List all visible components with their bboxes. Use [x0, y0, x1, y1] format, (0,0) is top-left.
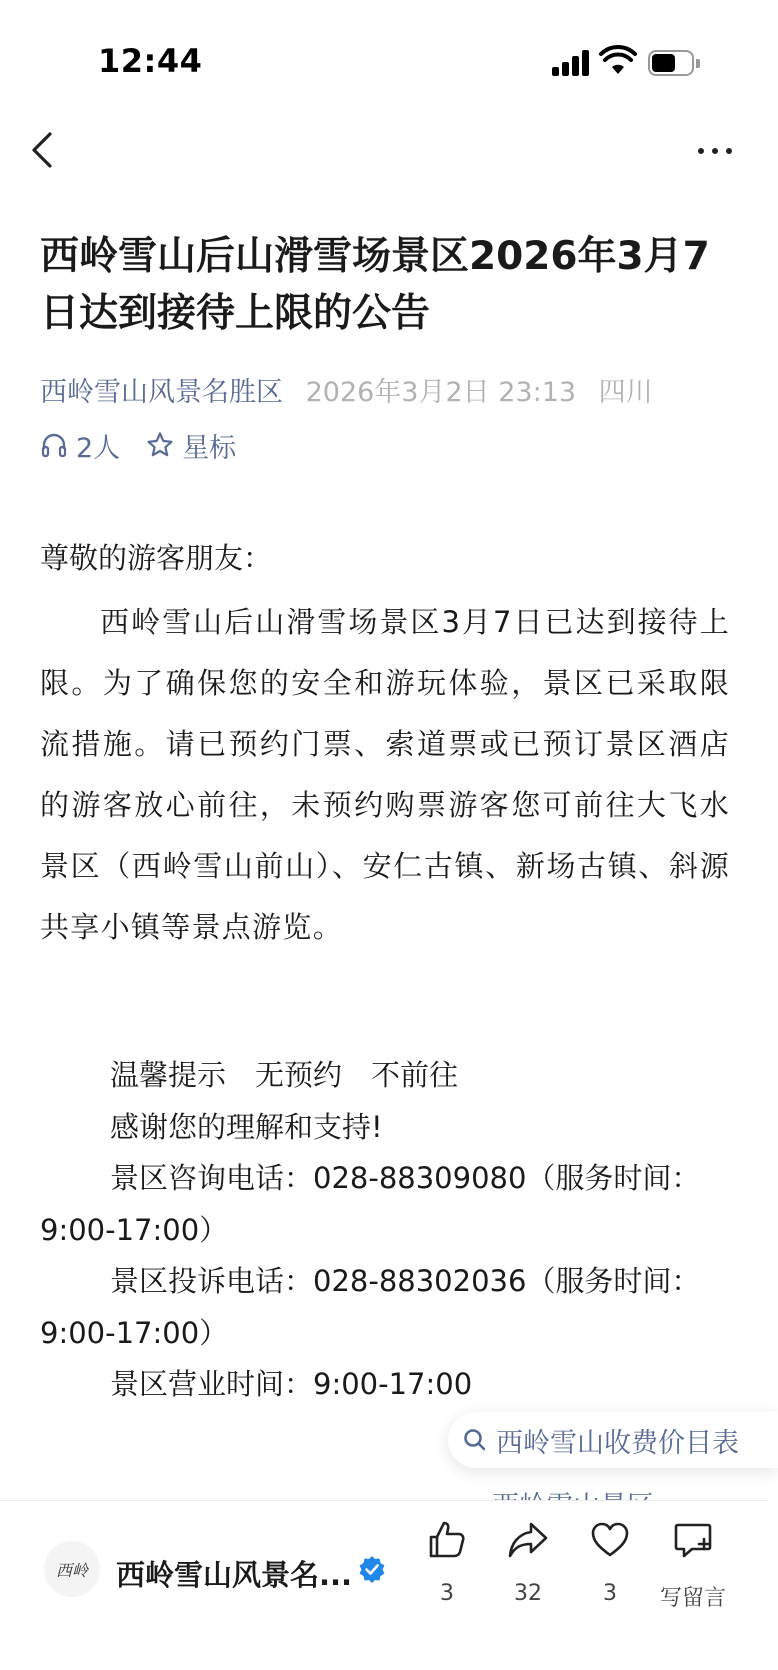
tip-line: 感谢您的理解和支持! [110, 1109, 383, 1144]
search-suggestion-chip[interactable] [448, 1412, 778, 1468]
chevron-left-icon [22, 128, 66, 172]
nav-bar [0, 110, 768, 190]
account-name[interactable]: 西岭雪山风景名... [116, 1558, 353, 1592]
listener-count[interactable]: 2人 [76, 432, 121, 464]
status-bar [0, 0, 768, 100]
body-paragraph: 西岭雪山后山滑雪场景区3月7日已达到接待上限。为了确保您的安全和游玩体验，景区已采取限流措施。请已预约门票、索道票或已预订景区酒店的游客放心前往，未预约购票游客您可前往大飞水景区（西岭雪山前山）、安仁古镇、新场古镇、斜源共享小镇等景点游览。 [40, 605, 730, 944]
more-button[interactable] [690, 128, 740, 172]
share-count: 32 [514, 1581, 542, 1606]
headphones-icon [40, 431, 68, 459]
tips-section [40, 1050, 730, 1411]
author-link[interactable]: 西岭雪山风景名胜区 [40, 377, 283, 408]
share-arrow-icon [507, 1519, 549, 1561]
star-button[interactable]: 星标 [182, 432, 237, 464]
like-button[interactable] [405, 1519, 489, 1629]
account-logo-text: 西岭 [55, 1560, 88, 1580]
more-dots-icon [698, 148, 704, 154]
battery-icon [648, 50, 700, 76]
greeting-text: 尊敬的游客朋友： [40, 541, 273, 575]
thumbs-up-icon [426, 1519, 468, 1561]
account-avatar[interactable] [44, 1541, 100, 1597]
meta-row [40, 370, 740, 409]
tip-line: 景区投诉电话：028-88302036（服务时间：9:00-17:00） [40, 1264, 701, 1350]
favorite-count: 3 [603, 1581, 617, 1606]
comment-label: 写留言 [659, 1586, 726, 1611]
back-button[interactable] [22, 128, 66, 172]
like-count: 3 [440, 1581, 454, 1606]
search-chip-label: 西岭雪山收费价目表 [496, 1427, 739, 1459]
tip-line: 景区营业时间：9:00-17:00 [110, 1367, 473, 1401]
search-icon [462, 1427, 488, 1453]
tip-line: 温馨提示 无预约 不前往 [110, 1058, 459, 1092]
favorite-button[interactable] [568, 1519, 652, 1629]
share-button[interactable] [486, 1519, 570, 1629]
comment-add-icon [672, 1519, 714, 1561]
comment-button[interactable] [651, 1519, 735, 1629]
related-link[interactable] [492, 1484, 654, 1500]
status-time: 12:44 [98, 42, 203, 80]
meta-row-secondary [40, 428, 236, 462]
verified-badge-icon [358, 1555, 386, 1583]
publish-date: 2026年3月2日 23:13 [305, 377, 577, 408]
star-icon [146, 431, 174, 459]
bottom-action-bar [0, 1500, 768, 1670]
publish-region: 四川 [598, 377, 653, 408]
tip-line: 景区咨询电话：028-88309080（服务时间：9:00-17:00） [40, 1161, 701, 1247]
wifi-icon [600, 46, 636, 76]
heart-icon [589, 1519, 631, 1561]
signal-icon [552, 50, 592, 76]
article-title: 西岭雪山后山滑雪场景区2026年3月7日达到接待上限的公告 [40, 234, 710, 336]
